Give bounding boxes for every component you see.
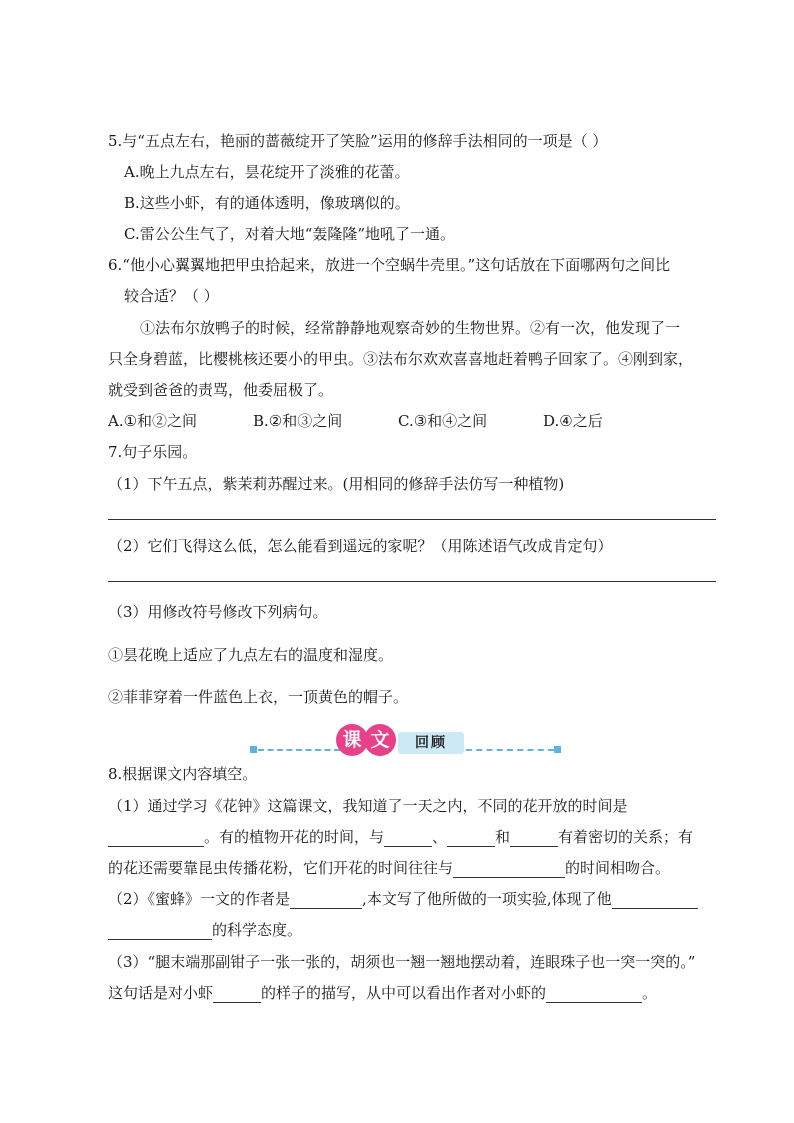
q8-part3-line1: （3）“腿末端那副钳子一张一张的，胡须也一翘一翘地摆动着，连眼珠子也一突一突的。” (108, 953, 696, 971)
text-segment: 。 (642, 984, 658, 1002)
banner-left-dash (258, 749, 340, 751)
banner-left-square (250, 746, 257, 753)
q5-option-a: A.晚上九点左右，昙花绽开了淡雅的花蕾。 (124, 163, 410, 181)
text-segment: 的花还需要靠昆虫传播花粉，它们开花的时间往往与 (108, 859, 454, 877)
blank-5[interactable] (453, 861, 565, 878)
q5-stem: 5.与“五点左右，艳丽的蔷薇绽开了笑脸”运用的修辞手法相同的一项是（ ） (108, 132, 608, 150)
text-segment: （2）《蜜蜂》一文的作者是 (108, 890, 291, 908)
blank-3[interactable] (447, 830, 495, 847)
blank-1[interactable] (108, 830, 204, 847)
q7-answer-line-1[interactable] (108, 519, 716, 520)
q6-option-a: A.①和②之间 (108, 412, 198, 430)
text-segment: 这句话是对小虾 (108, 984, 214, 1002)
q6-passage-line2: 只全身碧蓝，比樱桃核还要小的甲虫。③法布尔欢欢喜喜地赶着鸭子回家了。④刚到家， (108, 350, 694, 368)
q7-sub1: （1）下午五点，紫茉莉苏醒过来。(用相同的修辞手法仿写一种植物) (108, 475, 565, 493)
text-segment: ,本文写了他所做的一项实验,体现了他 (362, 890, 612, 908)
text-segment: 的样子的描写，从中可以看出作者对小虾的 (261, 984, 547, 1002)
q6-option-d: D.④之后 (543, 412, 603, 430)
text-segment: 的科学态度。 (212, 921, 303, 939)
blank-10[interactable] (546, 986, 642, 1003)
blank-8[interactable] (108, 923, 212, 940)
q5-option-b: B.这些小虾，有的通体透明，像玻璃似的。 (124, 194, 410, 212)
text-segment: 。有的植物开花的时间，与 (204, 828, 385, 846)
q8-part3-line2 (108, 983, 657, 1003)
q6-stem-line2: 较合适？（ ） (124, 287, 219, 305)
q6-option-c: C.③和④之间 (398, 412, 488, 430)
q6-stem-line1: 6.“他小心翼翼地把甲虫拾起来，放进一个空蜗牛壳里。”这句话放在下面哪两句之间比 (108, 256, 671, 274)
q6-option-b: B.②和③之间 (253, 412, 343, 430)
blank-2[interactable] (384, 830, 432, 847)
q7-title: 7.句子乐园。 (108, 443, 198, 461)
text-segment: 和 (495, 828, 511, 846)
q8-part2-line2 (108, 920, 302, 940)
q8-title: 8.根据课文内容填空。 (108, 765, 258, 783)
blank-7[interactable] (612, 892, 698, 909)
blank-4[interactable] (510, 830, 558, 847)
banner-char2: 文 (364, 724, 396, 756)
banner-char1: 课 (336, 724, 368, 756)
blank-9[interactable] (213, 986, 261, 1003)
banner-right-square (554, 746, 561, 753)
banner-label: 回顾 (398, 732, 464, 754)
q8-part2-line1 (108, 889, 698, 909)
q8-part1-line3 (108, 858, 670, 878)
q7-sub3: （3）用修改符号修改下列病句。 (108, 603, 328, 621)
q8-part1-line1: （1）通过学习《花钟》这篇课文，我知道了一天之内，不同的花开放的时间是 (108, 797, 628, 815)
text-segment: 有着密切的关系；有 (558, 828, 694, 846)
q7-sentence-b: ②菲菲穿着一件蓝色上衣，一顶黄色的帽子。 (108, 688, 409, 706)
q7-answer-line-2[interactable] (108, 581, 716, 582)
q7-sub2: （2）它们飞得这么低，怎么能看到遥远的家呢？（用陈述语气改成肯定句） (108, 537, 613, 555)
q6-passage-line1: ①法布尔放鸭子的时候，经常静静地观察奇妙的生物世界。②有一次，他发现了一 (140, 319, 681, 337)
q6-passage-line3: 就受到爸爸的责骂，他委屈极了。 (108, 381, 334, 399)
q6-options (108, 411, 603, 431)
q8-part1-line2 (108, 827, 693, 847)
text-segment: 的时间相吻合。 (565, 859, 671, 877)
section-banner (250, 722, 562, 758)
q7-sentence-a: ①昙花晚上适应了九点左右的温度和湿度。 (108, 646, 394, 664)
q5-option-c: C.雷公公生气了，对着大地“轰隆隆”地吼了一通。 (124, 225, 456, 243)
blank-6[interactable] (290, 892, 362, 909)
banner-right-dash (466, 749, 554, 751)
text-segment: 、 (432, 828, 448, 846)
